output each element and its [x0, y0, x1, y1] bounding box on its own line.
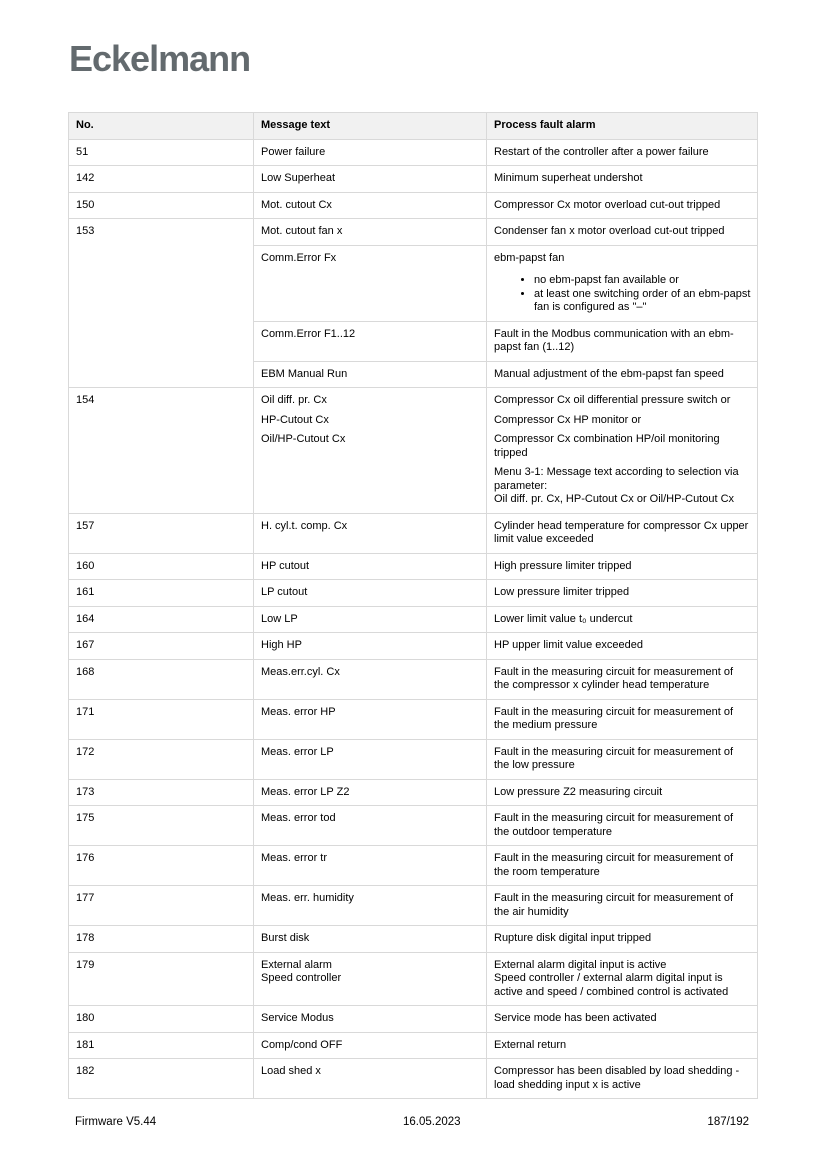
table-row [69, 806, 758, 846]
cell-paragraph: Fault in the measuring circuit for measurement of the low pressure [494, 745, 734, 771]
header-message-text: Message text [254, 113, 487, 140]
cell-paragraph: Meas. error LP Z2 [261, 785, 350, 798]
cell-paragraph: Service mode has been activated [494, 1012, 657, 1024]
cell-paragraph: External return [494, 1038, 567, 1051]
table-row [69, 166, 758, 193]
cell-paragraph: Mot. cutout Cx [261, 198, 332, 211]
message-text-cell [254, 219, 487, 246]
message-text-cell [254, 1032, 487, 1059]
cell-paragraph: External alarm digital input is active Speed controller / external alarm digital input is active and speed / combined control is activated [494, 958, 729, 998]
table-row [69, 606, 758, 633]
cell-paragraph: H. cyl.t. comp. Cx [261, 519, 348, 532]
message-text-cell [254, 606, 487, 633]
process-fault-alarm-cell [487, 926, 758, 953]
process-fault-alarm-cell [487, 321, 758, 361]
cell-paragraph: Meas.err.cyl. Cx [261, 665, 340, 678]
no-cell: 179 [69, 952, 254, 1006]
process-fault-alarm-cell [487, 1032, 758, 1059]
cell-paragraph: Low LP [261, 612, 298, 625]
no-cell: 172 [69, 739, 254, 779]
footer-date: 16.05.2023 [403, 1116, 461, 1128]
table-row [69, 388, 758, 514]
message-text-cell [254, 192, 487, 219]
cell-paragraph: Oil diff. pr. Cx [261, 394, 327, 406]
no-cell: 177 [69, 886, 254, 926]
no-cell: 182 [69, 1059, 254, 1099]
no-cell: 51 [69, 139, 254, 166]
bullet-list [494, 274, 751, 315]
cell-paragraph: Menu 3-1: Message text according to selection via parameter: Oil diff. pr. Cx, HP-Cutout Cx or Oil/HP-Cutout Cx [494, 466, 739, 505]
table-header-row [69, 113, 758, 140]
message-text-cell [254, 806, 487, 846]
cell-paragraph: Manual adjustment of the ebm-papst fan speed [494, 367, 724, 380]
table-row [69, 513, 758, 553]
no-cell: 157 [69, 513, 254, 553]
process-fault-alarm-cell [487, 806, 758, 846]
cell-paragraph: Fault in the measuring circuit for measurement of the compressor x cylinder head temperature [494, 665, 734, 691]
cell-paragraph: Cylinder head temperature for compressor Cx upper limit value exceeded [494, 519, 749, 545]
table-row [69, 699, 758, 739]
cell-paragraph: Low pressure Z2 measuring circuit [494, 785, 663, 798]
message-text-cell [254, 699, 487, 739]
process-fault-alarm-cell [487, 192, 758, 219]
table-row [69, 926, 758, 953]
table-row [69, 580, 758, 607]
cell-paragraph: Fault in the measuring circuit for measurement of the medium pressure [494, 705, 734, 731]
process-fault-alarm-cell [487, 166, 758, 193]
table-row [69, 219, 758, 246]
cell-paragraph: Burst disk [261, 932, 310, 944]
bullet-item: • at least one switching order of an ebm-papst fan is configured as "–" [534, 288, 751, 315]
process-fault-alarm-cell [487, 606, 758, 633]
no-cell: 142 [69, 166, 254, 193]
message-text-cell [254, 580, 487, 607]
message-text-cell [254, 139, 487, 166]
table-row [69, 139, 758, 166]
cell-paragraph: Load shed x [261, 1065, 321, 1077]
no-cell: 164 [69, 606, 254, 633]
table-row [69, 886, 758, 926]
cell-paragraph: External alarm Speed controller [261, 958, 342, 984]
process-fault-alarm-cell [487, 779, 758, 806]
cell-paragraph: Low Superheat [261, 172, 335, 184]
bullet-item: • no ebm-papst fan available or [534, 274, 751, 288]
process-fault-alarm-cell [487, 739, 758, 779]
cell-paragraph: Condenser fan x motor overload cut-out tripped [494, 225, 725, 237]
no-cell: 150 [69, 192, 254, 219]
no-cell: 180 [69, 1006, 254, 1033]
cell-paragraph: Compressor has been disabled by load shedding - load shedding input x is active [494, 1065, 740, 1091]
cell-paragraph: HP upper limit value exceeded [494, 639, 643, 651]
message-text-cell [254, 952, 487, 1006]
message-text-cell [254, 361, 487, 388]
cell-paragraph: EBM Manual Run [261, 367, 348, 380]
cell-paragraph: Meas. error tr [261, 852, 328, 864]
fault-table [68, 112, 758, 1099]
table-row [69, 1059, 758, 1099]
process-fault-alarm-cell [487, 633, 758, 660]
cell-paragraph: Power failure [261, 145, 326, 158]
process-fault-alarm-cell [487, 952, 758, 1006]
table-row [69, 739, 758, 779]
cell-paragraph: LP cutout [261, 586, 308, 598]
process-fault-alarm-cell [487, 513, 758, 553]
cell-paragraph: Compressor Cx HP monitor or [494, 413, 642, 426]
table-row [69, 633, 758, 660]
cell-paragraph: ebm-papst fan [494, 251, 565, 264]
no-cell: 160 [69, 553, 254, 580]
cell-paragraph: Meas. error HP [261, 705, 336, 718]
cell-paragraph: Fault in the measuring circuit for measurement of the room temperature [494, 852, 734, 878]
cell-paragraph: Compressor Cx oil differential pressure switch or [494, 394, 731, 406]
cell-paragraph: High pressure limiter tripped [494, 559, 632, 572]
cell-paragraph: Minimum superheat undershot [494, 172, 643, 184]
footer-page-number: 187/192 [707, 1116, 749, 1128]
message-text-cell [254, 659, 487, 699]
message-text-cell [254, 166, 487, 193]
header-no: No. [69, 113, 254, 140]
company-logo: Eckelmann [69, 38, 251, 79]
table-row [69, 846, 758, 886]
no-cell: 161 [69, 580, 254, 607]
cell-paragraph: Comp/cond OFF [261, 1038, 343, 1051]
cell-paragraph: Meas. error LP [261, 745, 334, 758]
process-fault-alarm-cell [487, 1059, 758, 1099]
table-row [69, 553, 758, 580]
message-text-cell [254, 739, 487, 779]
no-cell: 171 [69, 699, 254, 739]
message-text-cell [254, 926, 487, 953]
table-row [69, 659, 758, 699]
cell-paragraph: Mot. cutout fan x [261, 225, 343, 237]
process-fault-alarm-cell [487, 139, 758, 166]
message-text-cell [254, 1059, 487, 1099]
table-row [69, 1006, 758, 1033]
process-fault-alarm-cell [487, 388, 758, 514]
message-text-cell [254, 553, 487, 580]
footer-firmware-version: Firmware V5.44 [75, 1116, 157, 1128]
message-text-cell [254, 388, 487, 514]
cell-paragraph: Meas. err. humidity [261, 892, 354, 904]
process-fault-alarm-cell [487, 659, 758, 699]
cell-paragraph: HP cutout [261, 559, 310, 572]
no-cell: 173 [69, 779, 254, 806]
process-fault-alarm-cell [487, 846, 758, 886]
cell-paragraph: Meas. error tod [261, 812, 336, 824]
process-fault-alarm-cell [487, 1006, 758, 1033]
cell-paragraph: Fault in the measuring circuit for measurement of the outdoor temperature [494, 812, 734, 838]
no-cell: 178 [69, 926, 254, 953]
cell-paragraph: Lower limit value t₀ undercut [494, 612, 633, 625]
cell-paragraph: Fault in the Modbus communication with an ebm-papst fan (1..12) [494, 327, 734, 353]
header-process-fault-alarm: Process fault alarm [487, 113, 758, 140]
cell-paragraph: Comm.Error Fx [261, 251, 337, 264]
cell-paragraph: High HP [261, 639, 302, 651]
message-text-cell [254, 513, 487, 553]
table-row [69, 1032, 758, 1059]
process-fault-alarm-cell [487, 580, 758, 607]
message-text-cell [254, 633, 487, 660]
table-row [69, 192, 758, 219]
no-cell: 168 [69, 659, 254, 699]
cell-paragraph: Service Modus [261, 1012, 334, 1024]
process-fault-alarm-cell [487, 361, 758, 388]
process-fault-alarm-cell [487, 553, 758, 580]
no-cell: 154 [69, 388, 254, 514]
message-text-cell [254, 779, 487, 806]
process-fault-alarm-cell [487, 219, 758, 246]
message-text-cell [254, 245, 487, 321]
cell-paragraph: Low pressure limiter tripped [494, 586, 630, 598]
page-footer [75, 1116, 749, 1128]
cell-paragraph: Restart of the controller after a power failure [494, 145, 709, 158]
process-fault-alarm-cell [487, 245, 758, 321]
cell-paragraph: Fault in the measuring circuit for measurement of the air humidity [494, 892, 734, 918]
process-fault-alarm-cell [487, 886, 758, 926]
cell-paragraph: HP-Cutout Cx [261, 413, 329, 426]
no-cell: 153 [69, 219, 254, 388]
cell-paragraph: Oil/HP-Cutout Cx [261, 433, 346, 445]
no-cell: 176 [69, 846, 254, 886]
cell-paragraph: Compressor Cx motor overload cut-out tripped [494, 198, 721, 211]
table-row [69, 952, 758, 1006]
cell-paragraph: Rupture disk digital input tripped [494, 932, 652, 944]
message-text-cell [254, 1006, 487, 1033]
process-fault-alarm-cell [487, 699, 758, 739]
message-text-cell [254, 886, 487, 926]
no-cell: 181 [69, 1032, 254, 1059]
cell-paragraph: Comm.Error F1..12 [261, 327, 356, 340]
cell-paragraph: Compressor Cx combination HP/oil monitoring tripped [494, 433, 720, 459]
no-cell: 167 [69, 633, 254, 660]
message-text-cell [254, 846, 487, 886]
message-text-cell [254, 321, 487, 361]
no-cell: 175 [69, 806, 254, 846]
table-row [69, 779, 758, 806]
fault-table-body [69, 139, 758, 1099]
